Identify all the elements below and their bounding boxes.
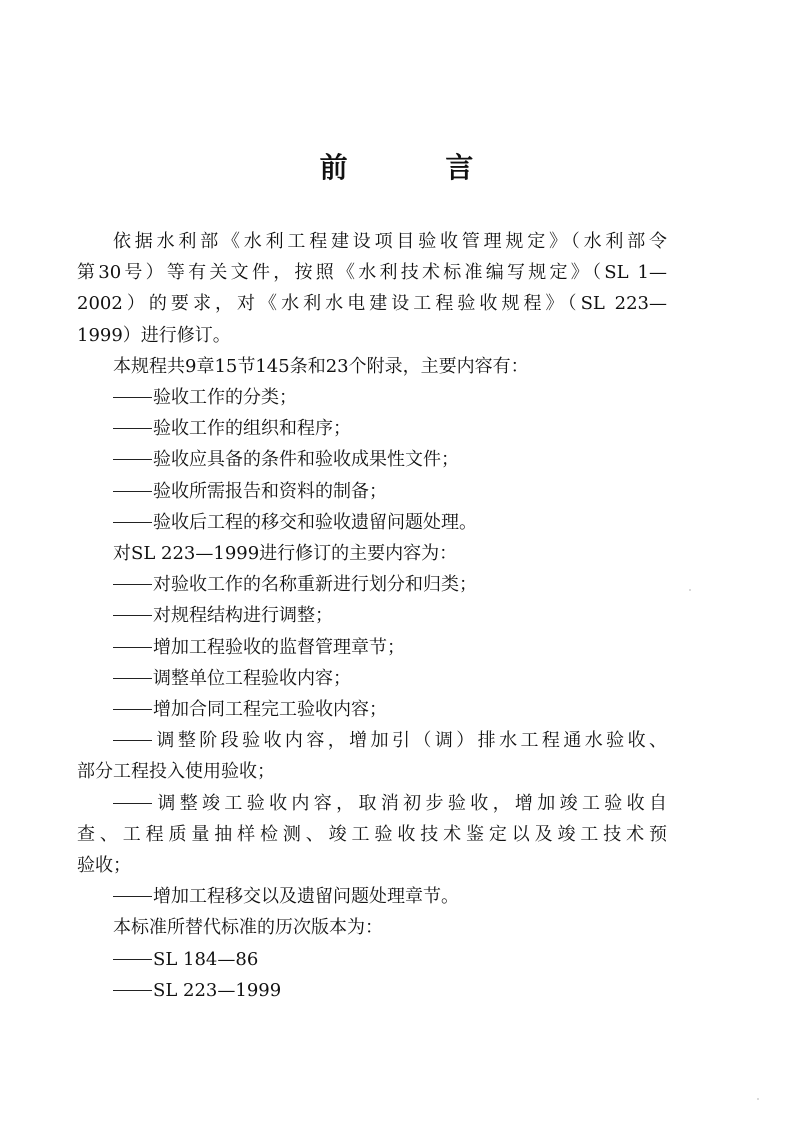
dash-mark [113,393,153,403]
dash-mark [113,455,153,465]
scan-speck [689,589,691,591]
page-title: 前 言 [319,151,518,184]
intro-line-4: 1999）进行修订。 [77,324,231,346]
dash-mark [113,674,153,684]
versions-intro: 本标准所替代标准的历次版本为： [113,917,383,939]
list-item-completion-line-1 [77,788,667,819]
list-item-text: 验收后工程的移交和验收遗留问题处理。 [153,511,477,533]
list-item [77,507,667,538]
list-item [77,569,667,600]
dash-mark [113,580,153,590]
list-item [77,632,667,663]
dash-mark [113,611,153,621]
list-item-text: 调整竣工验收内容，取消初步验收，增加竣工验收自 [153,792,667,814]
list-item-text: 调整阶段验收内容，增加引（调）排水工程通水验收、 [153,730,667,752]
list-item-stage-line-1 [77,725,667,756]
version-text: SL 184—86 [153,948,259,970]
dash-mark [113,487,153,497]
version-item [77,944,667,975]
revision-intro: 对SL 223—1999进行修订的主要内容为： [113,543,458,565]
intro-line-2: 第30号）等有关文件，按照《水利技术标准编写规定》（SL 1— [77,262,667,284]
list-item [77,413,667,444]
list-item [77,444,667,475]
list-item-text: 验收工作的分类； [153,387,297,409]
list-item-completion-line-2: 查、工程质量抽样检测、竣工验收技术鉴定以及竣工技术预 [77,823,667,845]
list-item [77,694,667,725]
list-item-text: 调整单位工程验收内容； [153,667,351,689]
list-item-text: 增加工程验收的监督管理章节； [153,636,405,658]
scan-speck [757,1098,759,1100]
dash-mark [113,424,153,434]
list-item [77,881,667,912]
list-item-text: 对规程结构进行调整； [153,605,333,627]
list-item-text: 对验收工作的名称重新进行划分和归类； [153,574,477,596]
intro-line-3: 2002）的要求，对《水利水电建设工程验收规程》（SL 223— [77,293,667,315]
dash-mark [113,736,153,746]
dash-mark [113,643,153,653]
list-item-stage-line-2: 部分工程投入使用验收； [77,761,275,783]
list-item-text: 增加工程移交以及遗留问题处理章节。 [153,886,459,908]
list-item [77,663,667,694]
version-text: SL 223—1999 [153,979,282,1001]
intro-line-1: 依据水利部《水利工程建设项目验收管理规定》（水利部令 [113,231,667,252]
list-item-text: 增加合同工程完工验收内容； [153,699,387,721]
revision-section [77,538,667,912]
list-item [77,600,667,631]
list-item-text: 验收工作的组织和程序； [153,418,351,440]
list-item-text: 验收应具备的条件和验收成果性文件； [153,449,459,471]
dash-mark [113,892,153,902]
intro-paragraph [77,226,667,351]
summary-intro: 本规程共9章15节145条和23个附录，主要内容有： [113,355,529,377]
document-body [77,226,667,1006]
dash-mark [113,799,153,809]
dash-mark [113,955,153,965]
list-item [77,476,667,507]
list-item-completion-line-3: 验收； [77,855,131,877]
dash-mark [113,705,153,715]
versions-section [77,912,667,1006]
list-item [77,382,667,413]
dash-mark [113,986,153,996]
summary-section [77,351,667,538]
dash-mark [113,518,153,528]
version-item [77,975,667,1006]
list-item-text: 验收所需报告和资料的制备； [153,480,387,502]
